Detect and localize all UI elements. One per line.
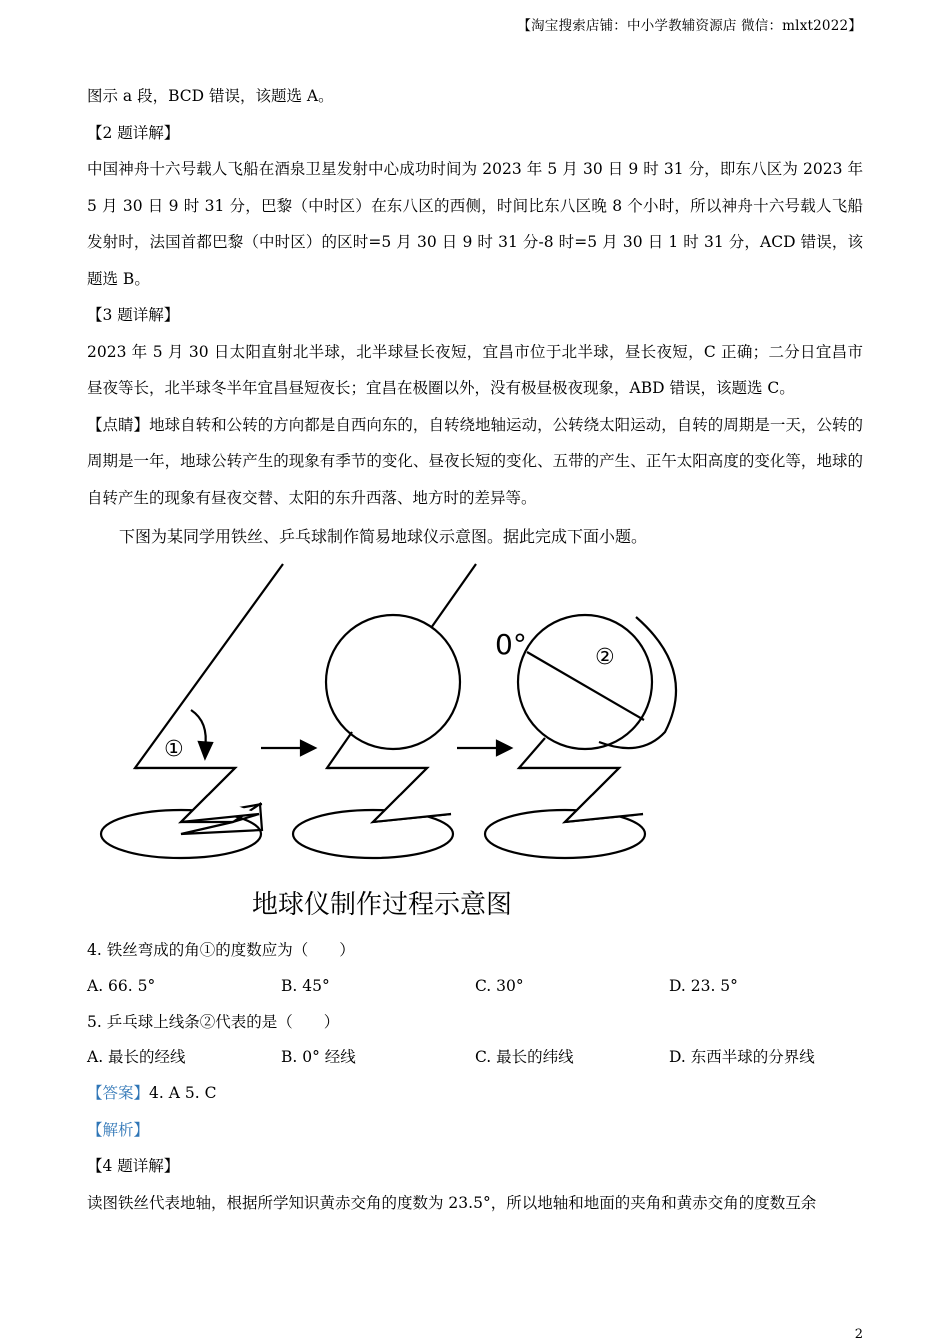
paragraph: 图示 a 段，BCD 错误，该题选 A。	[87, 87, 334, 105]
answer-label: 【答案】	[87, 1084, 150, 1102]
option-b: B. 45°	[281, 976, 330, 995]
paragraph: 中国神舟十六号载人飞船在酒泉卫星发射中心成功时间为 2023 年 5 月 30 日 9 时 31 分，即东八区为 2023 年 5 月 30 日 9 时 31 分，巴黎（中时区）在东八区的西侧，时间比东八区晚 8 个小时，所以神舟十六号载人飞船发射时，法国首都巴黎（中时区）的区时=5 月 30 日 9 时 31 分-8 时=5 月 30 日 1 时 31 分，ACD 错误，该题选 B。	[87, 160, 863, 288]
page-header: 【淘宝搜索店铺：中小学教辅资源店 微信：mlxt2022】	[517, 18, 862, 34]
section-heading: 【4 题详解】	[87, 1157, 180, 1175]
label-angle: ①	[164, 737, 184, 762]
globe-process-illustration	[87, 552, 687, 882]
option-a: A. 66. 5°	[87, 976, 156, 995]
option-c: C. 30°	[475, 976, 524, 995]
analysis-label: 【解析】	[87, 1120, 150, 1139]
wire-stage2-top	[431, 564, 476, 628]
question-4: 4. 铁丝弯成的角①的度数应为（ ）	[87, 941, 355, 959]
option-c: C. 最长的纬线	[475, 1048, 574, 1066]
option-d: D. 东西半球的分界线	[669, 1048, 815, 1066]
question-5: 5. 乒乓球上线条②代表的是（ ）	[87, 1012, 340, 1031]
angle-arrow-head	[199, 742, 212, 758]
label-zero-degree: 0°	[495, 628, 527, 661]
section-heading: 【3 题详解】	[87, 306, 180, 324]
label-line: ②	[595, 645, 615, 670]
document-body	[87, 78, 863, 1221]
line-two	[527, 652, 644, 720]
figure-intro: 下图为某同学用铁丝、乒乓球制作简易地球仪示意图。据此完成下面小题。	[119, 527, 648, 546]
question-5-options	[87, 1040, 863, 1075]
answer-value: 4. A 5. C	[149, 1084, 217, 1102]
paragraph: 读图铁丝代表地轴，根据所学知识黄赤交角的度数为 23.5°，所以地轴和地面的夹角和黄赤交角的度数互余	[87, 1193, 817, 1212]
ball-stage2	[326, 615, 460, 749]
option-d: D. 23. 5°	[669, 976, 738, 995]
tip-paragraph: 【点睛】地球自转和公转的方向都是自西向东的，自转绕地轴运动，公转绕太阳运动，自转的周期是一天，公转的周期是一年，地球公转产生的现象有季节的变化、昼夜长短的变化、五带的产生、正午太阳高度的变化等，地球的自转产生的现象有昼夜交替、太阳的东升西落、地方时的差异等。	[87, 415, 863, 507]
ball-stage3	[518, 615, 652, 749]
option-a: A. 最长的经线	[87, 1048, 186, 1066]
meridian-ring	[599, 617, 676, 748]
arrow-head-2	[497, 741, 511, 755]
arrow-head-1	[301, 741, 315, 755]
answer-line	[87, 1075, 863, 1112]
option-b: B. 0° 经线	[281, 1048, 356, 1066]
section-heading: 【2 题详解】	[87, 123, 180, 142]
page-number: 2	[854, 1327, 863, 1342]
figure-caption: 地球仪制作过程示意图	[252, 890, 513, 920]
paragraph: 2023 年 5 月 30 日太阳直射北半球，北半球昼长夜短，宜昌市位于北半球，昼长夜短，C 正确；二分日宜昌市昼夜等长，北半球冬半年宜昌昼短夜长；宜昌在极圈以外，没有极昼极夜现象，ABD 错误，该题选 C。	[87, 342, 863, 397]
question-4-options	[87, 969, 863, 1004]
globe-diagram	[87, 552, 687, 932]
